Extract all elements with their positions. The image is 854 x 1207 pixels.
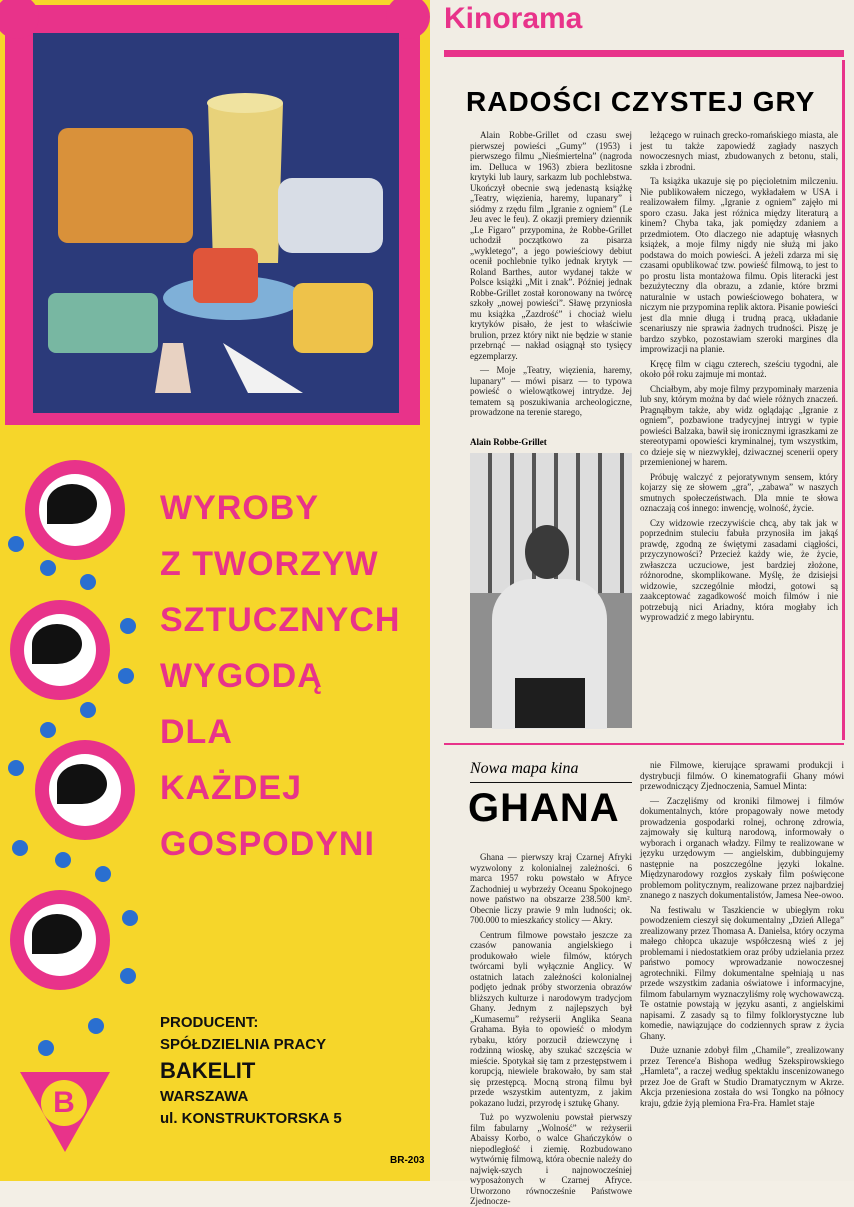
blue-dot (55, 852, 71, 868)
swirl-icon (35, 740, 135, 840)
article-column-1 (470, 130, 632, 435)
paragraph: — Moje „Teatry, więzienia, haremy, lupanary” — mówi pisarz — to typowa powieść o wielowątkowej intrydze. Jej tematem są poszukiwania archeologiczne, prowadzone na terenie starego, (470, 365, 632, 417)
article-column-2 (640, 130, 838, 735)
blue-dot (38, 1040, 54, 1056)
article-title: GHANA (468, 786, 620, 830)
blue-dot (12, 840, 28, 856)
company-name: BAKELIT (160, 1058, 256, 1083)
product-photo (33, 33, 399, 413)
company-line: SPÓŁDZIELNIA PRACY (160, 1036, 327, 1053)
slogan-line: KAŻDEJ (160, 769, 303, 807)
slogan-line: GOSPODYNI (160, 825, 375, 863)
slogan-line: WYGODĄ (160, 657, 323, 695)
blue-dot (8, 536, 24, 552)
slogan-line: WYROBY (160, 489, 319, 527)
yellow-mug-shape (293, 283, 373, 353)
paragraph: Kręcę film w ciągu czterech, sześciu tygodni, ale około pół roku zajmuje mi montaż. (640, 358, 838, 379)
paragraph: Duże uznanie zdobył film „Chamile”, zrealizowany przez Terence'a Bishopa według Szekspirowskiego „Hamleta”, a raczej według spektaklu inscenizowanego przez Joe de Graft w Studio Dramatycznym w Akrze. Akcja przeniesiona została do wsi Tongko na północy kraju, gdzie żyją plemiona Fra-Fra. Hamlet staje (640, 1045, 844, 1108)
advertisement (0, 0, 430, 1181)
decorative-pattern (0, 440, 150, 1080)
paragraph: Centrum filmowe powstało jeszcze za czasów panowania angielskiego i produkowało wiele filmów, których twórcami byli wyłącznie Anglicy. W ostatnich latach zależności kolonialnej podjęto jednak próby stworzenia obrazów bliższych kulturze i narodowym tradycjom Ghany. Jednym z najlepszych był „Kumasemu” reżyserii Anglika Seana Grahama. Była to opowieść o młodym rybaku, który porzucił dziewczynę i rodzinną wioskę, aby szukać szczęścia w mieście. Spotykał się tam z przestępstwem i korupcją, niewiele brakowało, by sam stał się przestępcą. Mocną stroną filmu był przede wszystkim autentyzm, z jakim pokazano ludzi, przyrodę i sztukę Ghany. (470, 929, 632, 1108)
slogan-line: Z TWORZYW (160, 545, 379, 583)
blue-dot (80, 702, 96, 718)
paragraph: nie Filmowe, kierujące sprawami produkcji i dystrybucji filmów. O kinematografii Ghany mówi przewodniczący Zjednoczenia, Samuel Minta: (640, 760, 844, 791)
blue-dot (122, 910, 138, 926)
red-cup-shape (193, 248, 258, 303)
blue-dot (8, 760, 24, 776)
author-portrait (470, 453, 632, 728)
section-title: Kinorama (444, 2, 583, 35)
blue-dot (118, 668, 134, 684)
photo-caption: Alain Robbe-Grillet (470, 437, 547, 447)
page-code: BR-203 (390, 1155, 425, 1166)
blue-dot (95, 866, 111, 882)
paragraph: Chciałbym, aby moje filmy przypominały marzenia lub sny, którym można by dać wiele różnych znaczeń. Pragnąłbym także, aby widz oglądając „Igranie z ogniem”, pozbawione tradycyjnej intrygi w typie powieści Balzaka, bawił się ironicznymi igraszkami ze stereotypami opowieści kryminalnej, tym wszystkim, co dzieje się w niezwykłej, dziwacznej scenerii opery przemienionej w harem. (640, 383, 838, 467)
butter-dish-shape (48, 293, 158, 353)
blue-dot (88, 1018, 104, 1034)
blue-dot (120, 968, 136, 984)
address: ul. KONSTRUKTORSKA 5 (160, 1110, 342, 1127)
producer-label: PRODUCENT: (160, 1014, 259, 1031)
plastic-products-illustration (33, 33, 399, 413)
jug-shape (208, 103, 283, 263)
slogan-line: SZTUCZNYCH (160, 601, 401, 639)
paragraph: Alain Robbe-Grillet od czasu swej pierwszej powieści „Gumy” (1953) i pierwszego filmu „Nieśmiertelna” (nagroda im. Delluca w 1963) zbiera bezlitosne krytyki lub laury, sarkazm lub pochlebstwa. Ukończył obecnie swą jedenastą książkę „Teatry, więzienia, haremy, lupanary” i siódmy z rzędu film „Igranie z ogniem” (Le Jeu avec le feu). Z okazji premiery dziennik „Le Figaro” przypomina, że Robbe-Grillet uchodził początkowo za pisarza „wykletego”, a jego powieściowy debiut ocenił pochlebnie tylko jednak krytyk — Roland Barthes, autor wydanej także w Polsce książki „Mit i znak”. Później jednak Robbe-Grillet został koronowany na twórcę szkoły „nowej powieści”. Sławę przyniosła mu książka „Zazdrość” i chociaż wielu krytyków pisało, że jest to właściwie brulion, przez który nikt nie będzie w stanie przebrnąć — nakład osiągnął sto tysięcy egzemplarzy. (470, 130, 632, 361)
product-photo-frame (5, 5, 420, 425)
egg-tray-shape (278, 178, 383, 253)
breadbox-shape (58, 128, 193, 243)
swirl-icon (10, 890, 110, 990)
paragraph: Ghana — pierwszy kraj Czarnej Afryki wyzwolony z kolonialnej zależności. 6 marca 1957 roku powstało w Afryce Zachodniej u wybrzeży Oceanu Spokojnego nowe państwo na obszarze 238.500 km². Obecnie liczy prawie 9 mln ludności; ok. 700.000 to mieszkańcy stolicy — Akry. (470, 852, 632, 925)
paragraph: Ta książka ukazuje się po pięcioletnim milczeniu. Nie publikowałem niczego, wykładałem w USA i realizowałem filmy. „Igranie z ogniem” zajęło mi sporo czasu. Jaka jest różnica między literaturą a kinem? Chyba taka, jak pomiędzy zdaniem a przedmiotem. Oto dlaczego nie adaptuję własnych książek, a moje filmy nigdy nie służą mi jako podstawa do moich powieści. A jeżeli zdarza mi się czasami opublikować tzw. powieść filmową, to jest to po prostu lista montażowa filmu. Opis literacki jest bezużyteczny dla obrazu, a zdanie, które brzmi naturalnie w ustach powieściowego bohatera, w niczym nie przypomina replik aktora. Pisanie powieści jest dla mnie długą i trudną pracą, układanie scenariuszy nie sprawia żadnych trudności. Piszę je bardzo szybko, pozostawiam szeroki margines dla improwizacji na planie. (640, 176, 838, 354)
article-column-4 (640, 760, 844, 1158)
bakelit-logo-letter: B (41, 1080, 87, 1126)
ad-slogan (160, 480, 420, 872)
paragraph: Czy widzowie rzeczywiście chcą, aby tak jak w poprzednim stuleciu fabuła przynosiła im jakąś prawdę, zgodną ze świętymi zasadami ciągłości, przyczynowości? Przecież każdy wie, że życie, zwłaszcza uczuciowe, jest bardziej złożone, różnorodne, skomplikowane. Myślę, że dzisiejsi widzowie, szczególnie młodzi, gotowi są zaakceptować zagadkowość moich filmów i nie potrzebują nici Ariadny, która mogłaby ich wyprowadzić z mego labiryntu. (640, 517, 838, 622)
swirl-icon (10, 600, 110, 700)
article-column-3 (470, 852, 632, 1206)
paragraph: — Zaczęliśmy od kroniki filmowej i filmów dokumentalnych, które propagowały nowe metody prowadzenia gospodarki rolnej, ochronę zdrowia, zajmowały się kulturą narodową, informowały o wyborach i organach władzy. Filmy te realizowane w języku urzędowym — angielskim, dubbingujemy następnie na poszczególne języki lokalne. Międzynarodowy rozgłos zyskały film poświęcone problemom politycznym, realizowane przez najbardziej znanego z naszych dokumentalistów, Jamesa Nee-owoo. (640, 795, 844, 900)
paragraph: Tuż po wyzwoleniu powstał pierwszy film fabularny „Wolność” w reżyserii Abaissy Korbo, o walce Ghańczyków o niepodległość i ziemię. Rozbudowano wytwórnię filmową, która obecnie należy do najwięk-szych i najnowocześniej wyposażonych w Czarnej Afryce. Utworzono równocześnie Państwowe Zjednocze- (470, 1112, 632, 1206)
article-title: RADOŚCI CZYSTEJ GRY (466, 86, 816, 117)
blue-dot (120, 618, 136, 634)
producer-block (160, 1012, 420, 1130)
blue-dot (80, 574, 96, 590)
magazine-column (430, 0, 854, 1206)
paragraph: leżącego w ruinach grecko-romańskiego miasta, ale jest tu także zapowiedź zagłady naszych nowoczesnych miast, zbudowanych z betonu, stali, szkła i zbrodni. (640, 130, 838, 172)
vertical-rule (842, 60, 845, 740)
article-kicker: Nowa mapa kina (470, 760, 579, 777)
kicker-underline (470, 782, 632, 783)
paragraph: Próbuję walczyć z pejoratywnym sensem, który kojarzy się ze słowem „gra”, „zabawa” w naszych smutnych społeczeństwach. Dla mnie te słowa oznaczają coś innego: inwencję, wolność, życie. (640, 471, 838, 513)
section-divider (444, 743, 844, 745)
slogan-line: DLA (160, 713, 233, 751)
blue-dot (40, 722, 56, 738)
paragraph: Na festiwalu w Taszkiencie w ubiegłym roku powodzeniem cieszył się dokumentalny „Dzień Allega” zrealizowany przez Thomasa A. Danielsa, który oczyma małego chłopca ukazuje współczesną wieś z jej problemami i niedostatkiem oraz próby udzielania przez państwo pomocy wprowadzanie nowoczesnej agrotechniki. Filmy dokumentalne spełniają u nas przede wszystkim zadania oświatowe i informacyjne, filmom fabularnym wyznaczyliśmy rolę wychowawczą. Te ostatnie powstają w języku asanti, z angielskimi napisami. Z zasady są to filmy folklorystyczne lub komedie, nawiązujące do codziennych spraw z życia Ghany. (640, 904, 844, 1041)
blue-dot (40, 560, 56, 576)
swirl-icon (25, 460, 125, 560)
city: WARSZAWA (160, 1088, 249, 1105)
section-rule (444, 50, 844, 57)
